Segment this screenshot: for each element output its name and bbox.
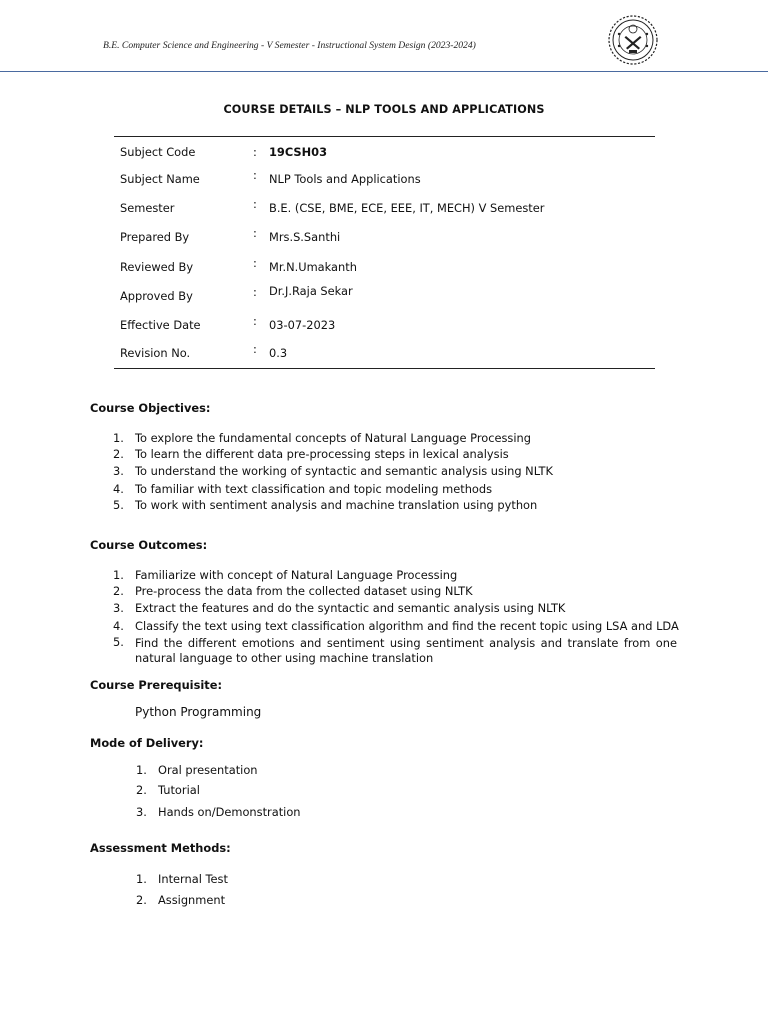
detail-label: Effective Date [120,318,201,332]
detail-colon: : [253,168,257,182]
list-text: Familiarize with concept of Natural Language Processing [135,568,458,582]
list-number: 2. [113,447,124,461]
detail-label: Reviewed By [120,260,194,274]
running-header: B.E. Computer Science and Engineering - V Semester - Instructional System Design (2023-2024) [103,40,476,51]
detail-value: Mr.N.Umakanth [269,260,357,274]
list-text: Pre-process the data from the collected dataset using NLTK [135,584,473,598]
list-number: 1. [113,568,124,582]
list-text: To learn the different data pre-processing steps in lexical analysis [135,447,509,461]
list-text: Extract the features and do the syntactic and semantic analysis using NLTK [135,601,566,615]
list-number: 5. [113,498,124,512]
list-text: To understand the working of syntactic and semantic analysis using NLTK [135,464,553,478]
list-text: Oral presentation [158,763,258,777]
detail-label: Semester [120,201,175,215]
list-text: To work with sentiment analysis and machine translation using python [135,498,538,512]
detail-label: Prepared By [120,230,190,244]
objectives-heading: Course Objectives: [90,401,211,415]
delivery-heading: Mode of Delivery: [90,736,204,750]
list-number: 1. [136,763,147,777]
detail-label: Subject Name [120,172,200,186]
list-text: Classify the text using text classification algorithm and find the recent topic using LSA and LDA [135,619,679,633]
list-number: 1. [113,431,124,445]
detail-value: 0.3 [269,346,288,360]
detail-colon: : [253,314,257,328]
detail-label: Revision No. [120,346,191,360]
detail-colon: : [253,256,257,270]
prerequisite-heading: Course Prerequisite: [90,678,222,692]
page-title: COURSE DETAILS – NLP TOOLS AND APPLICATIONS [223,103,545,116]
list-text: Hands on/Demonstration [158,805,301,819]
detail-colon: : [253,226,257,240]
list-text: To explore the fundamental concepts of Natural Language Processing [135,431,531,445]
institution-logo [607,14,659,66]
list-number: 5. [113,635,124,649]
detail-label: Subject Code [120,145,196,159]
detail-colon: : [253,145,257,159]
detail-value: NLP Tools and Applications [269,172,421,186]
list-number: 3. [113,601,124,615]
detail-value: 03-07-2023 [269,318,336,332]
table-bottom-rule [114,368,655,369]
detail-value: 19CSH03 [269,145,328,159]
list-number: 2. [136,783,147,797]
list-number: 4. [113,482,124,496]
list-text: To familiar with text classification and topic modeling methods [135,482,493,496]
outcome-5-line-1: Find the different emotions and sentiment using sentiment analysis and translate from one [135,636,677,650]
list-number: 4. [113,619,124,633]
list-text: Tutorial [158,783,200,797]
list-number: 2. [136,893,147,907]
detail-colon: : [253,285,257,299]
list-number: 3. [136,805,147,819]
detail-colon: : [253,342,257,356]
detail-value: B.E. (CSE, BME, ECE, EEE, IT, MECH) V Semester [269,201,545,215]
list-number: 3. [113,464,124,478]
table-top-rule [114,136,655,137]
outcomes-heading: Course Outcomes: [90,538,208,552]
list-number: 2. [113,584,124,598]
outcome-5-line-2: natural language to other using machine translation [135,651,434,665]
detail-value: Mrs.S.Santhi [269,230,341,244]
detail-value: Dr.J.Raja Sekar [269,284,353,298]
list-text: Assignment [158,893,226,907]
detail-colon: : [253,197,257,211]
list-text: Internal Test [158,872,228,886]
header-divider [0,71,768,72]
prerequisite-value: Python Programming [135,705,262,719]
assessment-heading: Assessment Methods: [90,841,231,855]
detail-label: Approved By [120,289,193,303]
list-number: 1. [136,872,147,886]
